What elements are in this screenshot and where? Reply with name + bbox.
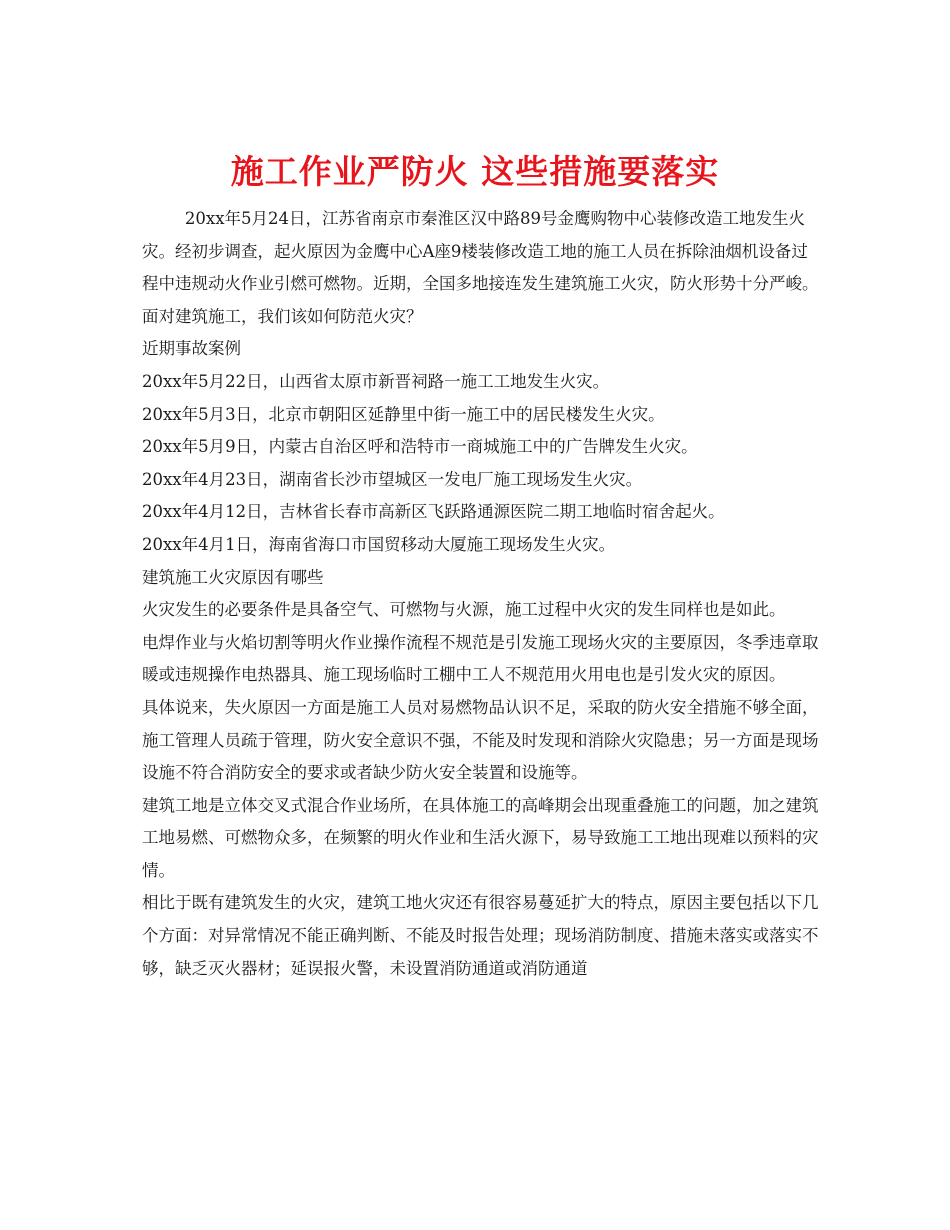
case-item: 20xx年5月3日，北京市朝阳区延静里中街一施工中的居民楼发生火灾。 bbox=[142, 404, 665, 424]
case-item: 20xx年4月12日，吉林省长春市高新区飞跃路通源医院二期工地临时宿舍起火。 bbox=[142, 502, 725, 522]
case-item: 20xx年5月9日，内蒙古自治区呼和浩特市一商城施工中的广告牌发生火灾。 bbox=[142, 437, 698, 457]
document-title: 施工作业严防火 这些措施要落实 bbox=[230, 152, 720, 192]
body-paragraph: 具体说来，失火原因一方面是施工人员对易燃物品认识不足，采取的防火安全措施不够全面，施工管理人员疏于管理，防火安全意识不强，不能及时发现和消除火灾隐患；另一方面是现场设施不符合消防安全的要求或者缺少防火安全装置和设施等。 bbox=[142, 697, 819, 783]
body-paragraph: 电焊作业与火焰切割等明火作业操作流程不规范是引发施工现场火灾的主要原因，冬季违章取暖或违规操作电热器具、施工现场临时工棚中工人不规范用火用电也是引发火灾的原因。 bbox=[142, 632, 819, 685]
body-paragraph: 火灾发生的必要条件是具备空气、可燃物与火源，施工过程中火灾的发生同样也是如此。 bbox=[142, 600, 786, 620]
case-item: 20xx年5月22日，山西省太原市新晋祠路一施工工地发生火灾。 bbox=[142, 371, 610, 391]
section-heading-fire-causes: 建筑施工火灾原因有哪些 bbox=[142, 567, 324, 587]
document-body bbox=[142, 203, 822, 985]
body-paragraph: 相比于既有建筑发生的火灾，建筑工地火灾还有很容易蔓延扩大的特点，原因主要包括以下几个方面：对异常情况不能正确判断、不能及时报告处理；现场消防制度、措施未落实或落实不够，缺乏灭火器材；延误报火警，未设置消防通道或消防通道 bbox=[142, 893, 819, 978]
case-item: 20xx年4月23日，湖南省长沙市望城区一发电厂施工现场发生火灾。 bbox=[142, 469, 643, 489]
body-paragraph: 建筑工地是立体交叉式混合作业场所，在具体施工的高峰期会出现重叠施工的问题，加之建筑工地易燃、可燃物众多，在频繁的明火作业和生活火源下，易导致施工工地出现难以预料的灾情。 bbox=[142, 795, 819, 880]
section-heading-recent-cases: 近期事故案例 bbox=[142, 339, 241, 359]
case-item: 20xx年4月1日，海南省海口市国贸移动大厦施工现场发生火灾。 bbox=[142, 534, 616, 554]
intro-paragraph: 20xx年5月24日，江苏省南京市秦淮区汉中路89号金鹰购物中心装修改造工地发生火灾。经初步调查，起火原因为金鹰中心A座9楼装修改造工地的施工人员在拆除油烟机设备过程中违规动火作业引燃可燃物。近期，全国多地接连发生建筑施工火灾，防火形势十分严峻。面对建筑施工，我们该如何防范火灾？ bbox=[142, 209, 819, 326]
